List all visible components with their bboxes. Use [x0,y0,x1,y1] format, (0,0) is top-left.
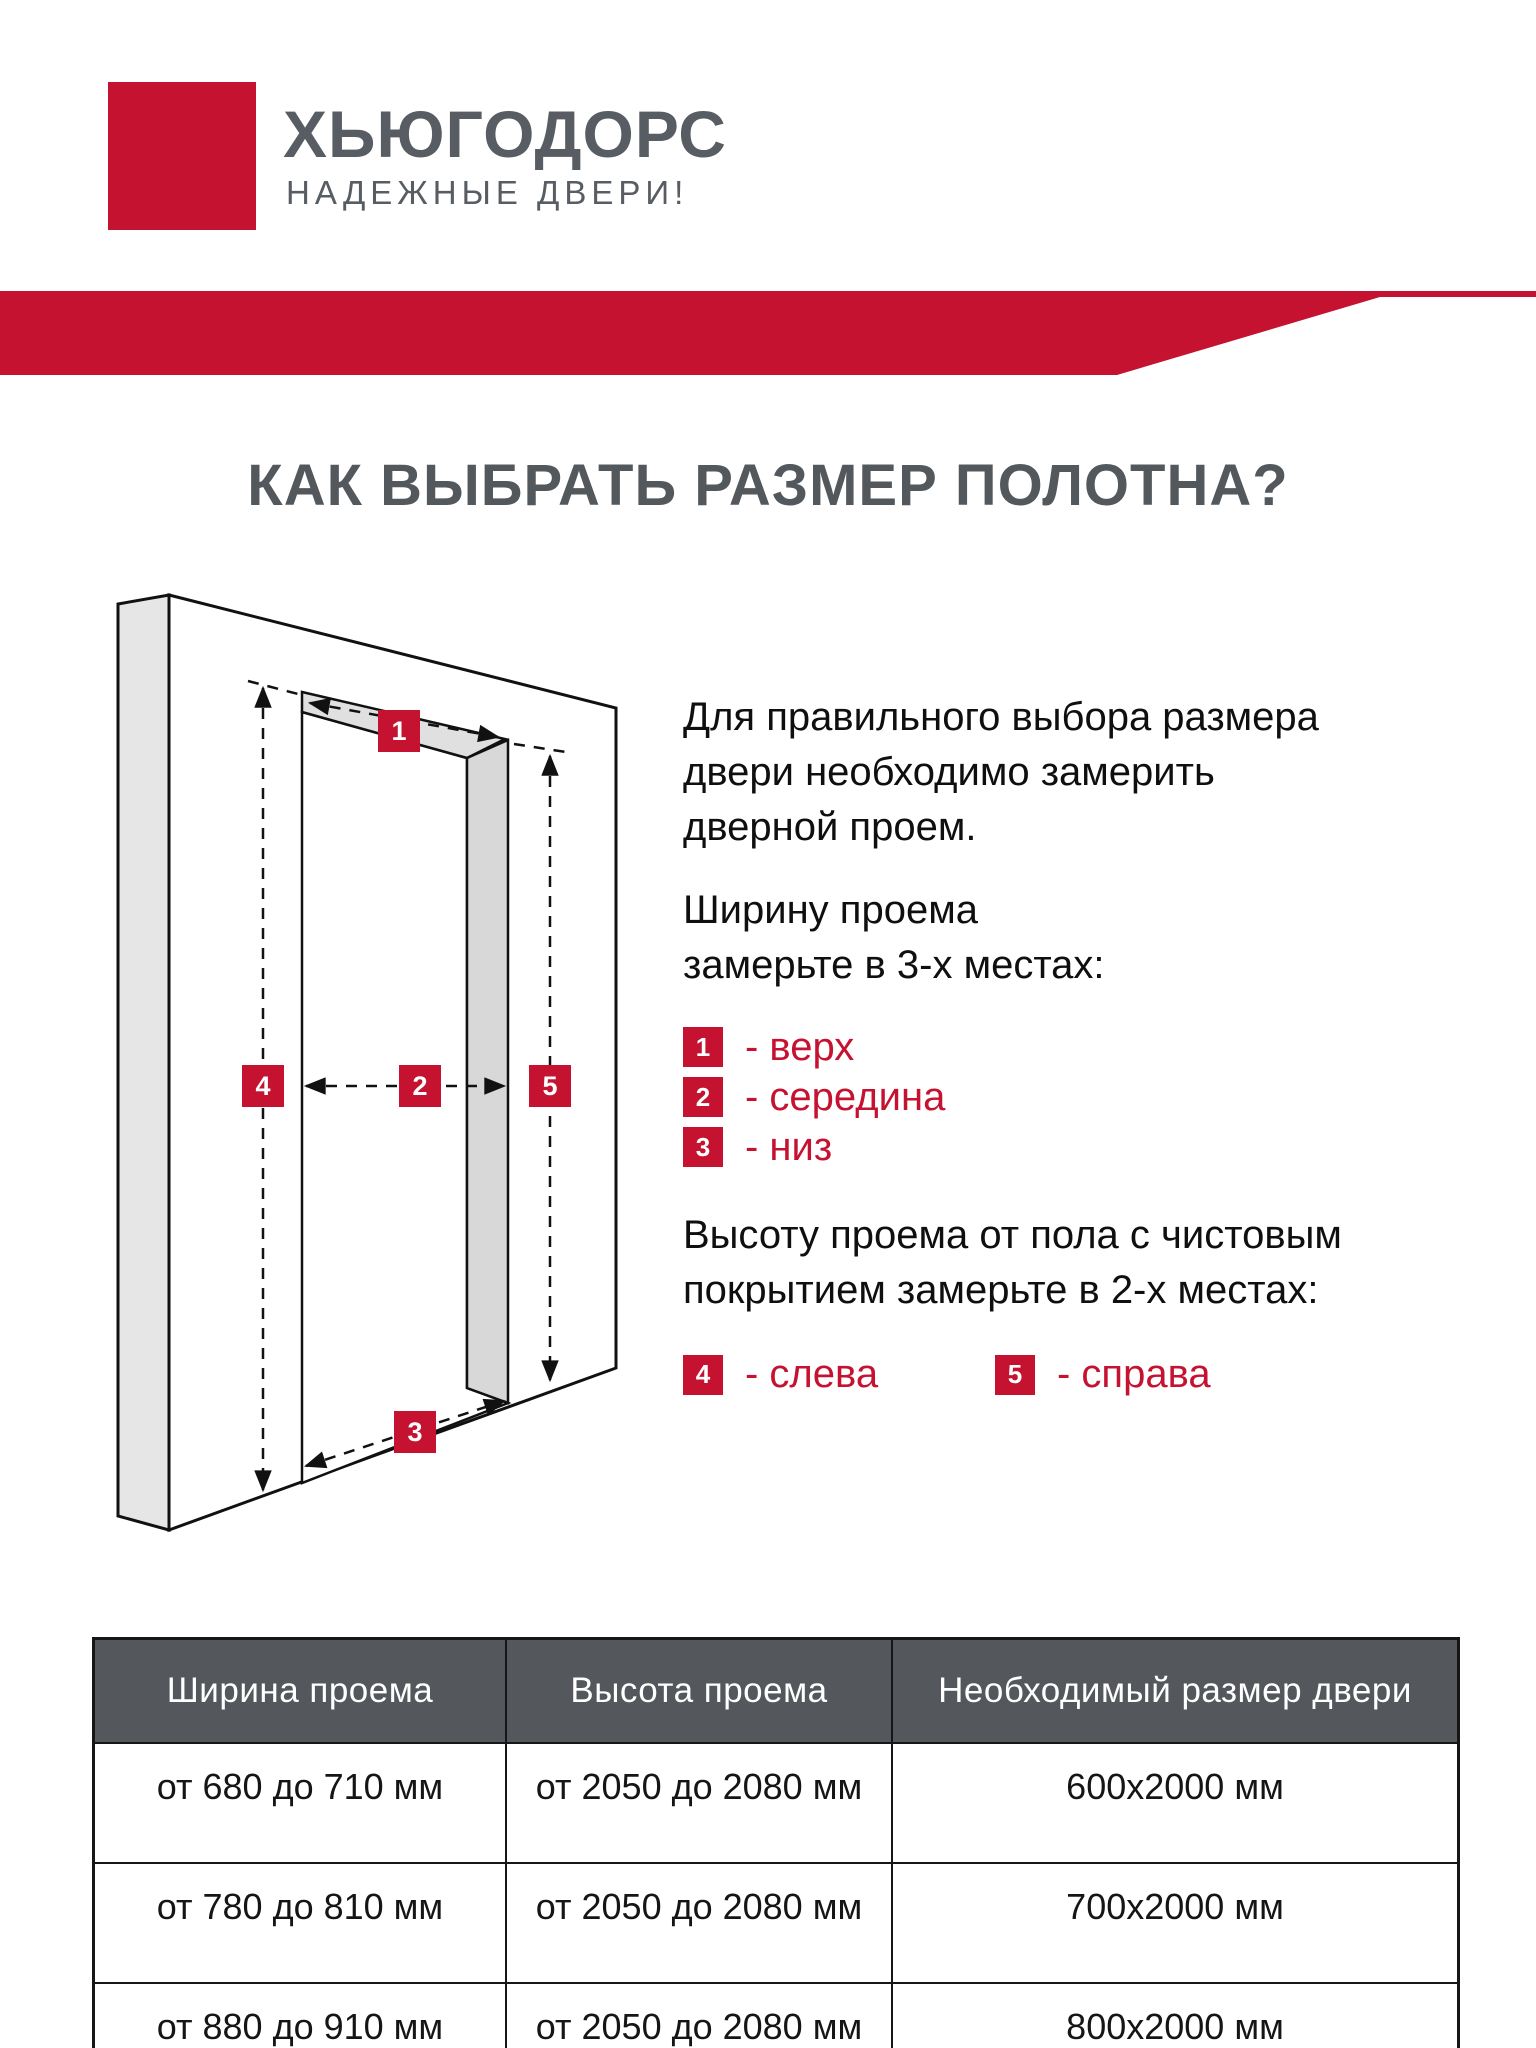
size-table-header-row [94,1639,1459,1744]
width-point-row-2 [683,1072,945,1122]
width-instruction-line-1: Ширину проема [683,888,978,932]
intro-line-2: двери необходимо замерить [683,750,1215,794]
width-point-row-3 [683,1122,945,1172]
cell-height-1: от 2050 до 2080 мм [506,1743,892,1863]
height-point-badge-5: 5 [995,1355,1035,1395]
header-opening-height: Высота проема [506,1639,892,1744]
door-frame-diagram [70,555,670,1565]
table-row [94,1743,1459,1863]
table-row [94,1863,1459,1983]
width-point-label-1: - верх [745,1024,855,1069]
diagram-badge-5: 5 [529,1065,571,1107]
height-points-list [683,1352,1423,1396]
height-point-badge-4: 4 [683,1355,723,1395]
width-points-list [683,1022,945,1172]
header-opening-width: Ширина проема [94,1639,507,1744]
page-title: КАК ВЫБРАТЬ РАЗМЕР ПОЛОТНА? [247,453,1289,518]
cell-width-1: от 680 до 710 мм [94,1743,507,1863]
cell-height-2: от 2050 до 2080 мм [506,1863,892,1983]
brand-name: ХЬЮГОДОРС [283,97,727,171]
header-required-door-size: Необходимый размер двери [892,1639,1459,1744]
width-point-badge-1: 1 [683,1027,723,1067]
cell-size-2: 700х2000 мм [892,1863,1459,1983]
height-point-row-5 [995,1352,1211,1397]
height-point-label-5: - справа [1057,1352,1211,1396]
width-instruction-line-2: замерьте в 3-х местах: [683,943,1105,987]
opening-right-reveal [467,740,508,1403]
wall-side-face [118,595,169,1530]
height-point-label-4: - слева [745,1352,879,1396]
width-point-badge-2: 2 [683,1077,723,1117]
intro-line-3: дверной проем. [683,805,977,849]
cell-size-1: 600х2000 мм [892,1743,1459,1863]
width-point-badge-3: 3 [683,1127,723,1167]
door-frame-drawing [70,555,670,1565]
logo-mark [108,82,256,230]
width-point-row-1 [683,1022,945,1072]
width-instruction [683,883,1423,993]
diagram-badge-1: 1 [378,710,420,752]
width-point-label-2: - середина [745,1074,946,1119]
red-banner [0,289,1536,379]
height-instruction [683,1208,1423,1318]
height-instruction-line-1: Высоту проема от пола с чистовым [683,1213,1342,1257]
diagram-badge-2: 2 [399,1065,441,1107]
intro-paragraph [683,690,1423,855]
brand-tagline: НАДЕЖНЫЕ ДВЕРИ! [286,174,689,211]
table-row [94,1983,1459,2048]
height-instruction-line-2: покрытием замерьте в 2-х местах: [683,1268,1319,1312]
cell-height-3: от 2050 до 2080 мм [506,1983,892,2048]
intro-line-1: Для правильного выбора размера [683,695,1319,739]
cell-width-2: от 780 до 810 мм [94,1863,507,1983]
cell-width-3: от 880 до 910 мм [94,1983,507,2048]
diagram-badge-4: 4 [242,1065,284,1107]
size-table [92,1637,1460,2048]
width-point-label-3: - низ [745,1124,833,1169]
diagram-badge-3: 3 [394,1411,436,1453]
cell-size-3: 800х2000 мм [892,1983,1459,2048]
height-point-row-4 [683,1352,878,1397]
